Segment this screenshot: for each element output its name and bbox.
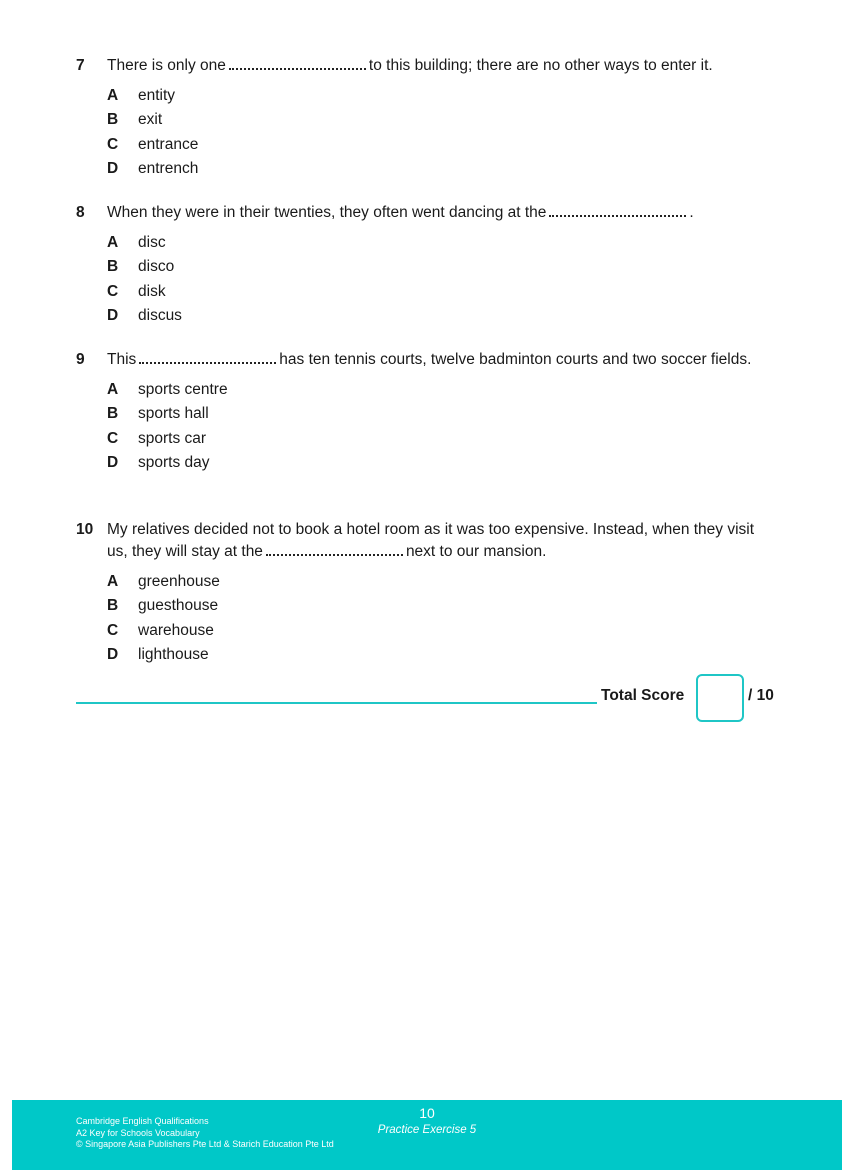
- option-letter: D: [107, 453, 119, 471]
- option-letter: D: [107, 645, 119, 663]
- option-c[interactable]: [107, 619, 776, 643]
- option-text: entrench: [138, 159, 199, 177]
- answer-options: [76, 231, 776, 328]
- question-7: [76, 55, 776, 181]
- option-letter: C: [107, 429, 119, 447]
- answer-options: [76, 570, 776, 667]
- footer-page-info: [362, 1105, 492, 1137]
- score-input-box[interactable]: [696, 674, 744, 722]
- page-footer: [12, 1100, 842, 1170]
- option-text: entrance: [138, 135, 199, 153]
- stem-text-after: has ten tennis courts, twelve badminton courts and two soccer fields.: [279, 351, 752, 368]
- option-text: lighthouse: [138, 645, 209, 663]
- score-divider-line: [76, 702, 597, 704]
- stem-text-before: There is only one: [107, 57, 226, 74]
- option-text: sports centre: [138, 381, 228, 398]
- stem-text-before: My relatives decided not to book a hotel room as it was too expensive. Instead, when they visit us, they will stay at the: [107, 521, 755, 560]
- option-letter: C: [107, 621, 119, 639]
- stem-text-after: .: [689, 204, 694, 221]
- option-letter: D: [107, 306, 119, 324]
- option-d[interactable]: [107, 304, 776, 328]
- option-letter: C: [107, 282, 119, 300]
- option-text: exit: [138, 111, 163, 129]
- question-number: 10: [76, 521, 94, 538]
- question-10: [76, 519, 776, 667]
- stem-text-after: to this building; there are no other ways to enter it.: [368, 57, 713, 74]
- answer-blank[interactable]: [549, 205, 686, 217]
- option-c[interactable]: [107, 427, 776, 451]
- total-score-row: [76, 672, 776, 722]
- option-text: sports day: [138, 453, 210, 471]
- stem-text-before: This: [107, 351, 137, 368]
- answer-blank[interactable]: [266, 544, 403, 556]
- question-number: 7: [76, 57, 85, 74]
- footer-publisher-info: [76, 1116, 334, 1151]
- option-text: sports hall: [138, 405, 209, 423]
- option-letter: B: [107, 111, 119, 129]
- question-number: 9: [76, 351, 85, 368]
- question-stem: [76, 349, 776, 371]
- option-text: entity: [138, 87, 176, 104]
- option-text: greenhouse: [138, 573, 220, 590]
- option-letter: A: [107, 87, 119, 104]
- option-letter: B: [107, 405, 119, 423]
- footer-book-title: A2 Key for Schools Vocabulary: [76, 1127, 200, 1138]
- option-c[interactable]: [107, 133, 776, 157]
- option-d[interactable]: [107, 451, 776, 475]
- option-letter: C: [107, 135, 119, 153]
- question-9: [76, 349, 776, 475]
- option-b[interactable]: [107, 108, 776, 132]
- question-stem: [76, 519, 776, 563]
- question-stem: [76, 202, 776, 224]
- option-letter: A: [107, 234, 119, 251]
- footer-copyright: © Singapore Asia Publishers Pte Ltd & Starich Education Pte Ltd: [76, 1139, 334, 1149]
- answer-blank[interactable]: [229, 58, 366, 70]
- option-a[interactable]: [107, 231, 776, 255]
- question-8: [76, 202, 776, 328]
- option-letter: D: [107, 159, 119, 177]
- question-stem: [76, 55, 776, 77]
- option-text: disc: [138, 234, 166, 251]
- option-text: disco: [138, 258, 175, 276]
- option-a[interactable]: [107, 378, 776, 402]
- option-text: discus: [138, 306, 182, 324]
- option-a[interactable]: [107, 570, 776, 594]
- answer-options: [76, 84, 776, 181]
- option-text: guesthouse: [138, 597, 219, 615]
- option-text: warehouse: [138, 621, 214, 639]
- option-b[interactable]: [107, 594, 776, 618]
- option-b[interactable]: [107, 255, 776, 279]
- option-b[interactable]: [107, 402, 776, 426]
- option-text: sports car: [138, 429, 207, 447]
- stem-text-after: next to our mansion.: [405, 543, 547, 560]
- footer-series: Cambridge English Qualifications: [76, 1116, 209, 1126]
- score-total: / 10: [748, 687, 774, 704]
- stem-text-before: When they were in their twenties, they often went dancing at the: [107, 204, 547, 221]
- option-letter: B: [107, 258, 119, 276]
- option-text: disk: [138, 282, 166, 300]
- option-a[interactable]: [107, 84, 776, 108]
- option-letter: B: [107, 597, 119, 615]
- exercise-title: Practice Exercise 5: [377, 1124, 477, 1136]
- option-d[interactable]: [107, 157, 776, 181]
- option-letter: A: [107, 573, 119, 590]
- option-d[interactable]: [107, 643, 776, 667]
- total-score-label: Total Score: [601, 687, 685, 704]
- page-number: 10: [419, 1105, 435, 1121]
- option-letter: A: [107, 381, 119, 398]
- option-c[interactable]: [107, 280, 776, 304]
- answer-options: [76, 378, 776, 475]
- answer-blank[interactable]: [139, 352, 276, 364]
- question-number: 8: [76, 204, 85, 221]
